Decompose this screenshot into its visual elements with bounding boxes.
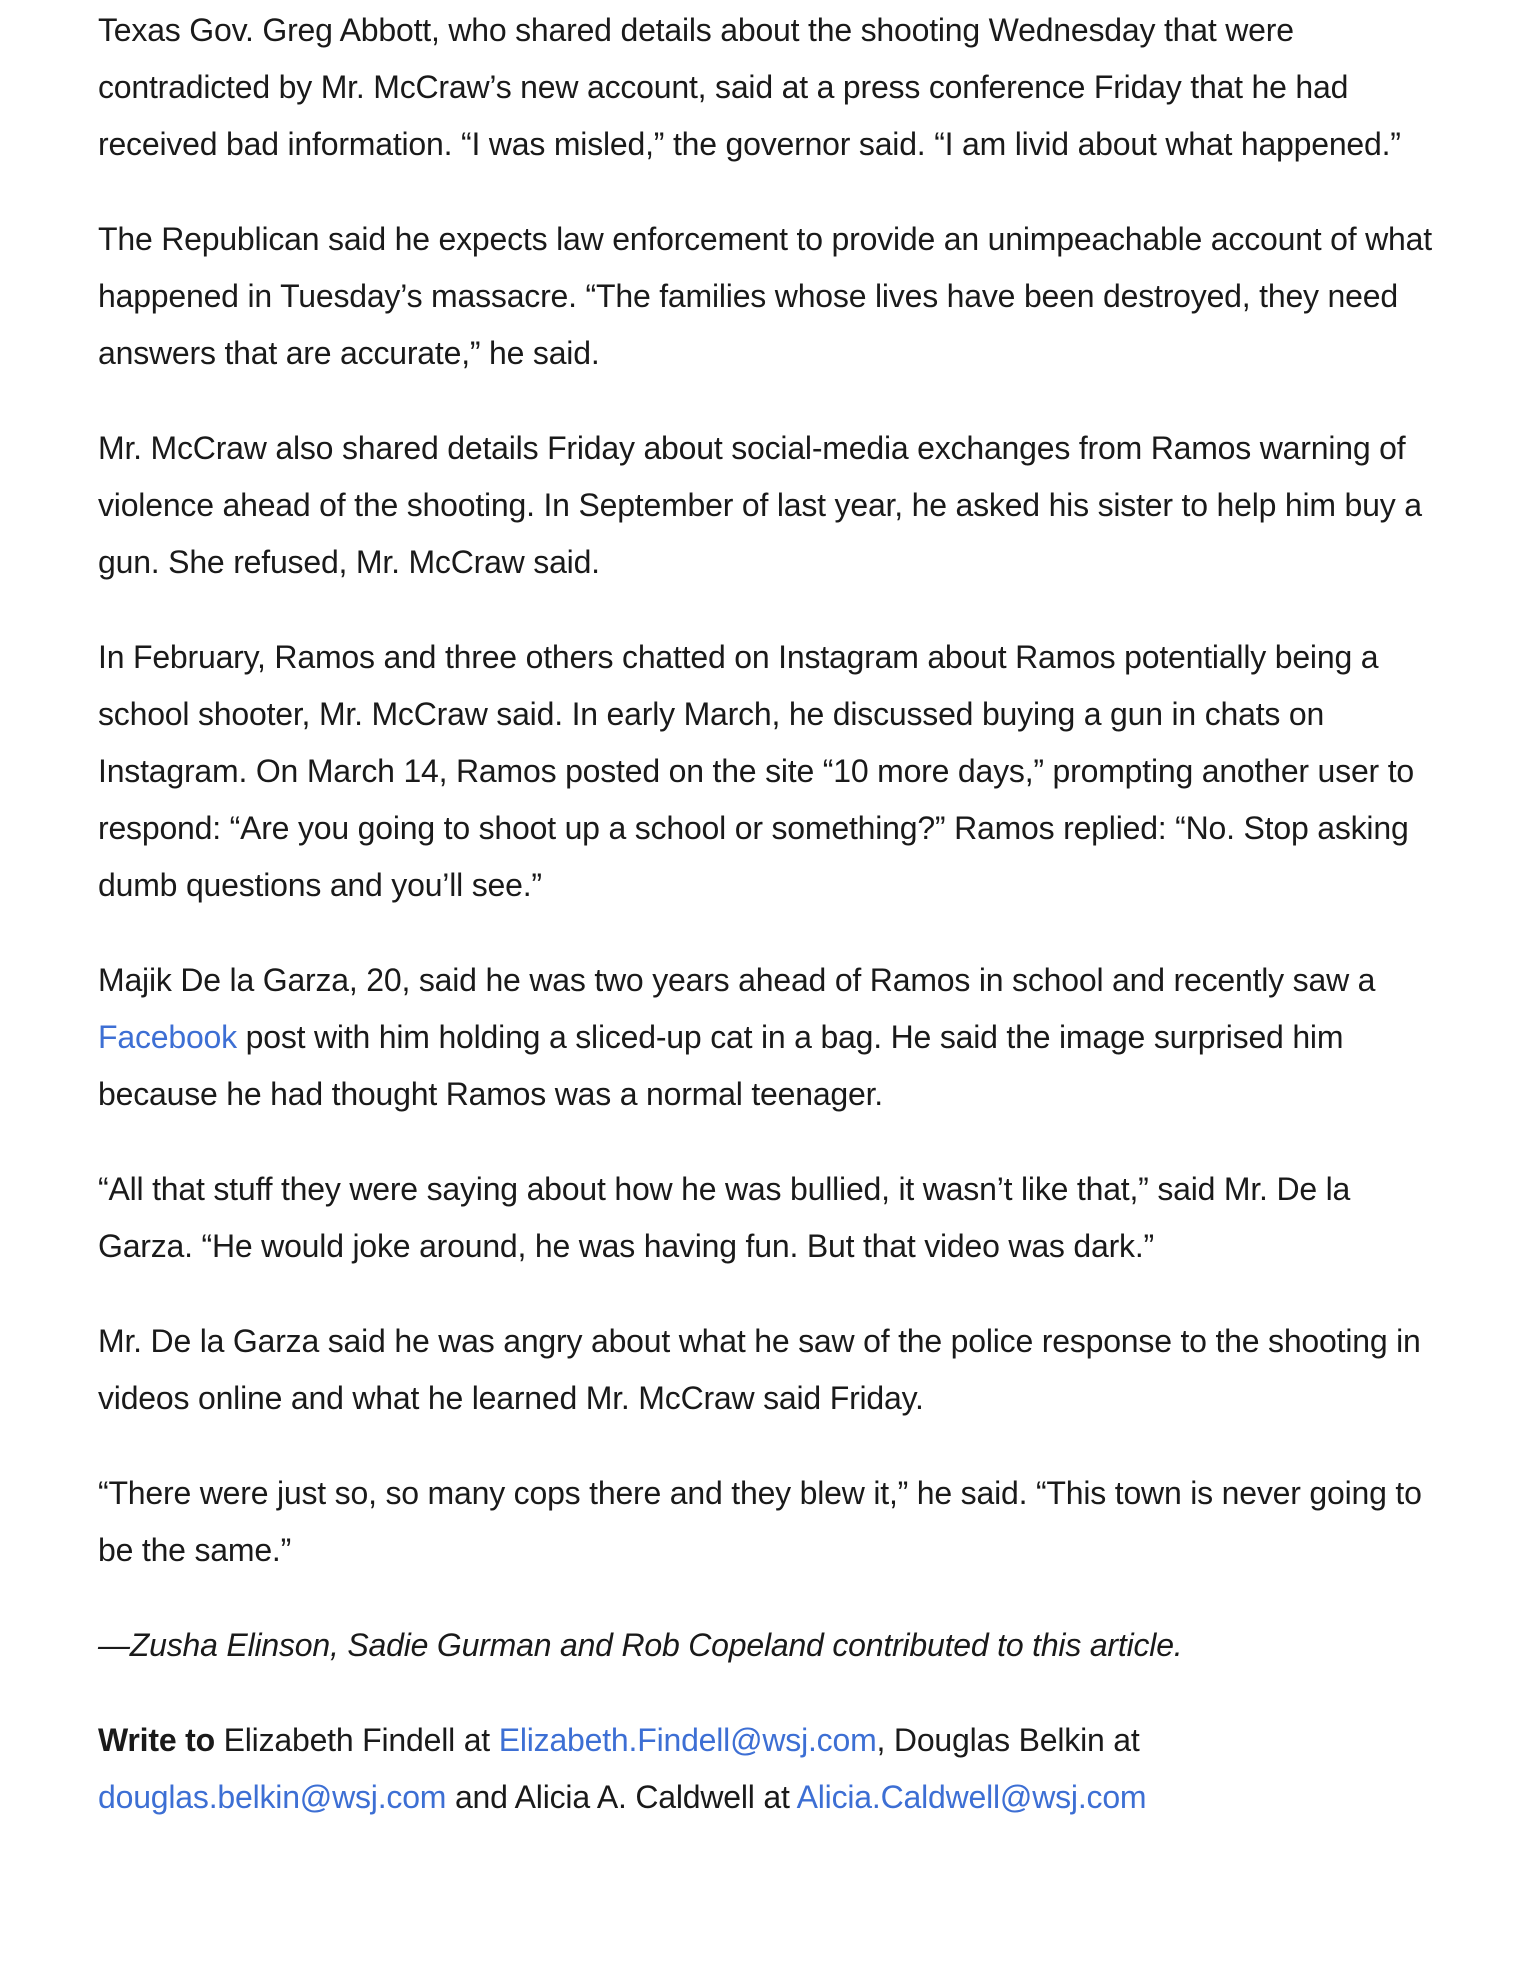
text-run: , Douglas Belkin at [876,1722,1140,1758]
write-to-line [98,1712,1436,1826]
paragraph-instagram-chats [98,629,1436,914]
text-run: Mr. McCraw also shared details Friday about social-media exchanges from Ramos warning of violence ahead of the shooting. In September of last year, he asked his sister to help him buy a gun. She refused, Mr. McCraw said. [98,430,1422,580]
text-run: Texas Gov. Greg Abbott, who shared details about the shooting Wednesday that were contradicted by Mr. McCraw’s new account, said at a press conference Friday that he had received bad information. “I was misled,” the governor said. “I am livid about what happened.” [98,12,1401,162]
paragraph-abbott-misled [98,2,1436,173]
contributors-line [98,1617,1436,1674]
email-link-alicia-caldwell[interactable]: Alicia.Caldwell@wsj.com [796,1779,1147,1815]
paragraph-container [98,2,1436,1826]
text-run: Majik De la Garza, 20, said he was two years ahead of Ramos in school and recently saw a [98,962,1376,998]
text-run: “All that stuff they were saying about how he was bullied, it wasn’t like that,” said Mr. De la Garza. “He would joke around, he was having fun. But that video was dark.” [98,1171,1351,1264]
facebook-link[interactable]: Facebook [98,1019,237,1055]
paragraph-social-media-exchanges [98,420,1436,591]
text-run: The Republican said he expects law enforcement to provide an unimpeachable account of what happened in Tuesday’s massacre. “The families whose lives have been destroyed, they need answers that are accurate,” he said. [98,221,1432,371]
paragraph-police-response [98,1313,1436,1427]
email-link-douglas-belkin[interactable]: douglas.belkin@wsj.com [98,1779,447,1815]
text-run: post with him holding a sliced-up cat in a bag. He said the image surprised him because he had thought Ramos was a normal teenager. [98,1019,1344,1112]
paragraph-bullied-quote [98,1161,1436,1275]
paragraph-cops-quote [98,1465,1436,1579]
text-run: and Alicia A. Caldwell at [446,1779,797,1815]
text-run: —Zusha Elinson, Sadie Gurman and Rob Copeland contributed to this article. [98,1627,1183,1663]
paragraph-republican-account [98,211,1436,382]
paragraph-de-la-garza-facebook [98,952,1436,1123]
text-run: Mr. De la Garza said he was angry about what he saw of the police response to the shooting in videos online and what he learned Mr. McCraw said Friday. [98,1323,1421,1416]
write-to-label: Write to [98,1722,215,1758]
text-run: Elizabeth Findell at [214,1722,499,1758]
text-run: “There were just so, so many cops there and they blew it,” he said. “This town is never going to be the same.” [98,1475,1422,1568]
email-link-elizabeth-findell[interactable]: Elizabeth.Findell@wsj.com [498,1722,877,1758]
text-run: In February, Ramos and three others chatted on Instagram about Ramos potentially being a school shooter, Mr. McCraw said. In early March, he discussed buying a gun in chats on Instagram. On March 14, Ramos posted on the site “10 more days,” prompting another user to respond: “Are you going to shoot up a school or something?” Ramos replied: “No. Stop asking dumb questions and you’ll see.” [98,639,1414,903]
